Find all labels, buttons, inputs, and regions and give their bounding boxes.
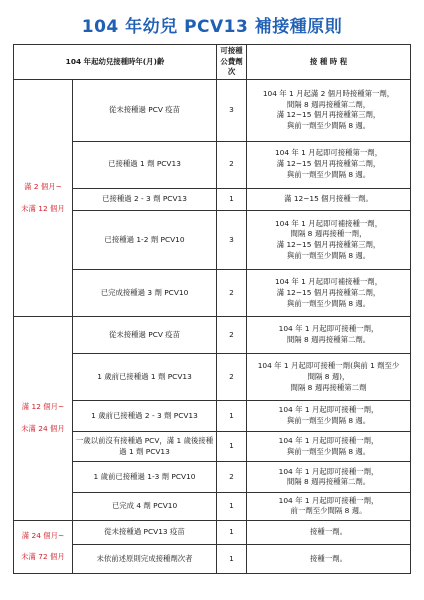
schedule-line: 與前一劑至少間隔 8 週。 (286, 298, 371, 308)
table-row (14, 401, 411, 432)
dose-count-cell: 3 (217, 211, 247, 270)
vaccination-history-cell: 1 歲前已接種過 2 - 3 劑 PCV13 (73, 401, 217, 432)
vaccination-history-cell: 從未接種過 PCV13 疫苗 (73, 520, 217, 545)
schedule-line: 104 年 1 月起即可接種第一劑， (274, 148, 383, 158)
schedule-line: 與前一劑至少間隔 8 週。 (286, 169, 371, 179)
schedule-line: 104 年 1 月起即可接種一劑， (278, 435, 379, 445)
table-row (14, 270, 411, 317)
vaccination-history-cell: 已完成接種過 3 劑 PCV10 (73, 270, 217, 317)
dose-count-cell: 3 (217, 80, 247, 141)
age-group-label (14, 317, 73, 520)
schedule-line: 滿 12~15 個月再接種第三劑， (276, 240, 381, 250)
dose-count-cell: 2 (217, 141, 247, 188)
header-schedule: 接 種 時 程 (247, 45, 411, 80)
schedule-line: 間隔 8 週再接種第二劑。 (286, 477, 371, 487)
schedule-cell (247, 211, 411, 270)
table-row (14, 354, 411, 401)
age-group-label (14, 520, 73, 573)
age-group-line: 滿 24 個月~ (21, 530, 65, 540)
dose-count-cell: 1 (217, 401, 247, 432)
schedule-line: 間隔 8 週再接種一劑， (290, 229, 367, 239)
table-row (14, 545, 411, 574)
table-row (14, 80, 411, 141)
vaccination-history-cell: 已接種過 1-2 劑 PCV10 (73, 211, 217, 270)
dose-count-cell: 2 (217, 462, 247, 493)
vaccination-history-cell: 已完成 4 劑 PCV10 (73, 493, 217, 521)
schedule-line: 接種一劑。 (310, 527, 347, 537)
schedule-line: 與前一劑至少間隔 8 週。 (286, 415, 371, 425)
vaccination-history-cell: 1 歲前已接種過 1 劑 PCV13 (73, 354, 217, 401)
dose-count-cell: 2 (217, 270, 247, 317)
age-group-label (14, 80, 73, 317)
schedule-cell (247, 317, 411, 354)
age-group-line: 未滿 24 個月 (21, 424, 65, 434)
schedule-cell (247, 545, 411, 574)
schedule-line: 滿 12~15 個月再接種第二劑， (276, 287, 381, 297)
schedule-cell (247, 354, 411, 401)
schedule-line: 間隔 8 週再接種第二劑， (286, 99, 371, 109)
vaccination-history-cell: 一歲以前沒有接種過 PCV，滿 1 歲後接種過 1 劑 PCV13 (73, 431, 217, 462)
vaccination-history-cell: 已接種過 1 劑 PCV13 (73, 141, 217, 188)
table-row (14, 188, 411, 210)
schedule-line: 滿 12~15 個月再接種第三劑， (276, 110, 381, 120)
schedule-cell (247, 431, 411, 462)
schedule-line: 與前一劑至少間隔 8 週。 (286, 121, 371, 131)
age-group-line: 滿 12 個月~ (21, 402, 65, 412)
schedule-line: 與前一劑至少間隔 8 週。 (286, 250, 371, 260)
schedule-line: 滿 12~15 個月接種一劑。 (284, 193, 373, 203)
table-row (14, 462, 411, 493)
table-row (14, 431, 411, 462)
schedule-cell (247, 188, 411, 210)
header-doses-line-1: 可接種 (220, 46, 243, 55)
dose-count-cell: 1 (217, 545, 247, 574)
schedule-line: 104 年 1 月起即可接種一劑， (278, 495, 379, 505)
schedule-line: 104 年 1 月起即可接種一劑， (278, 405, 379, 415)
table-header-row (14, 45, 411, 80)
schedule-line: 與前一劑至少間隔 8 週。 (286, 446, 371, 456)
table-row (14, 317, 411, 354)
dose-count-cell: 1 (217, 520, 247, 545)
schedule-line: 104 年 1 月起即可接種一劑， (278, 324, 379, 334)
dose-count-cell: 2 (217, 317, 247, 354)
header-doses-line-2: 公費劑次 (220, 56, 243, 77)
vaccination-history-cell: 從未接種過 PCV 疫苗 (73, 317, 217, 354)
schedule-line: 104 年 1 月起滿 2 個月時接種第一劑， (262, 88, 395, 98)
schedule-line: 104 年 1 月起即可接種一劑， (278, 466, 379, 476)
schedule-line: 104 年 1 月起即可補接種一劑， (274, 277, 383, 287)
vaccination-history-cell: 未依前述原則完成接種劑次者 (73, 545, 217, 574)
dose-count-cell: 1 (217, 188, 247, 210)
age-group-line: 未滿 72 個月 (21, 552, 65, 562)
vaccination-history-cell: 1 歲前已接種過 1-3 劑 PCV10 (73, 462, 217, 493)
schedule-cell (247, 462, 411, 493)
vaccination-history-cell: 已接種過 2 - 3 劑 PCV13 (73, 188, 217, 210)
schedule-cell (247, 520, 411, 545)
schedule-line: 間隔 8 週)， (307, 371, 350, 381)
schedule-cell (247, 493, 411, 521)
table-row (14, 141, 411, 188)
dose-count-cell: 1 (217, 431, 247, 462)
dose-count-cell: 1 (217, 493, 247, 521)
catch-up-schedule-table (13, 44, 411, 574)
age-group-line: 未滿 12 個月 (21, 203, 65, 213)
schedule-cell (247, 80, 411, 141)
schedule-line: 前一劑至少間隔 8 週。 (290, 506, 367, 516)
schedule-line: 104 年 1 月起即可接種一劑(與前 1 劑至少 (257, 361, 400, 371)
schedule-line: 間隔 8 週再接種第二劑。 (286, 335, 371, 345)
header-history: 104 年起幼兒接種時年(月)齡 (14, 45, 217, 80)
schedule-line: 間隔 8 週再接種第二劑 (290, 382, 367, 392)
schedule-cell (247, 141, 411, 188)
schedule-cell (247, 401, 411, 432)
vaccination-history-cell: 從未接種過 PCV 疫苗 (73, 80, 217, 141)
header-doses (217, 45, 247, 80)
schedule-cell (247, 270, 411, 317)
schedule-line: 接種一劑。 (310, 553, 347, 563)
schedule-line: 滿 12~15 個月再接種第二劑， (276, 159, 381, 169)
table-row (14, 211, 411, 270)
page-title: 104 年幼兒 PCV13 補接種原則 (81, 17, 343, 37)
schedule-line: 104 年 1 月起即可補接種一劑， (274, 218, 383, 228)
age-group-line: 滿 2 個月~ (24, 182, 62, 192)
dose-count-cell: 2 (217, 354, 247, 401)
table-row (14, 520, 411, 545)
table-row (14, 493, 411, 521)
